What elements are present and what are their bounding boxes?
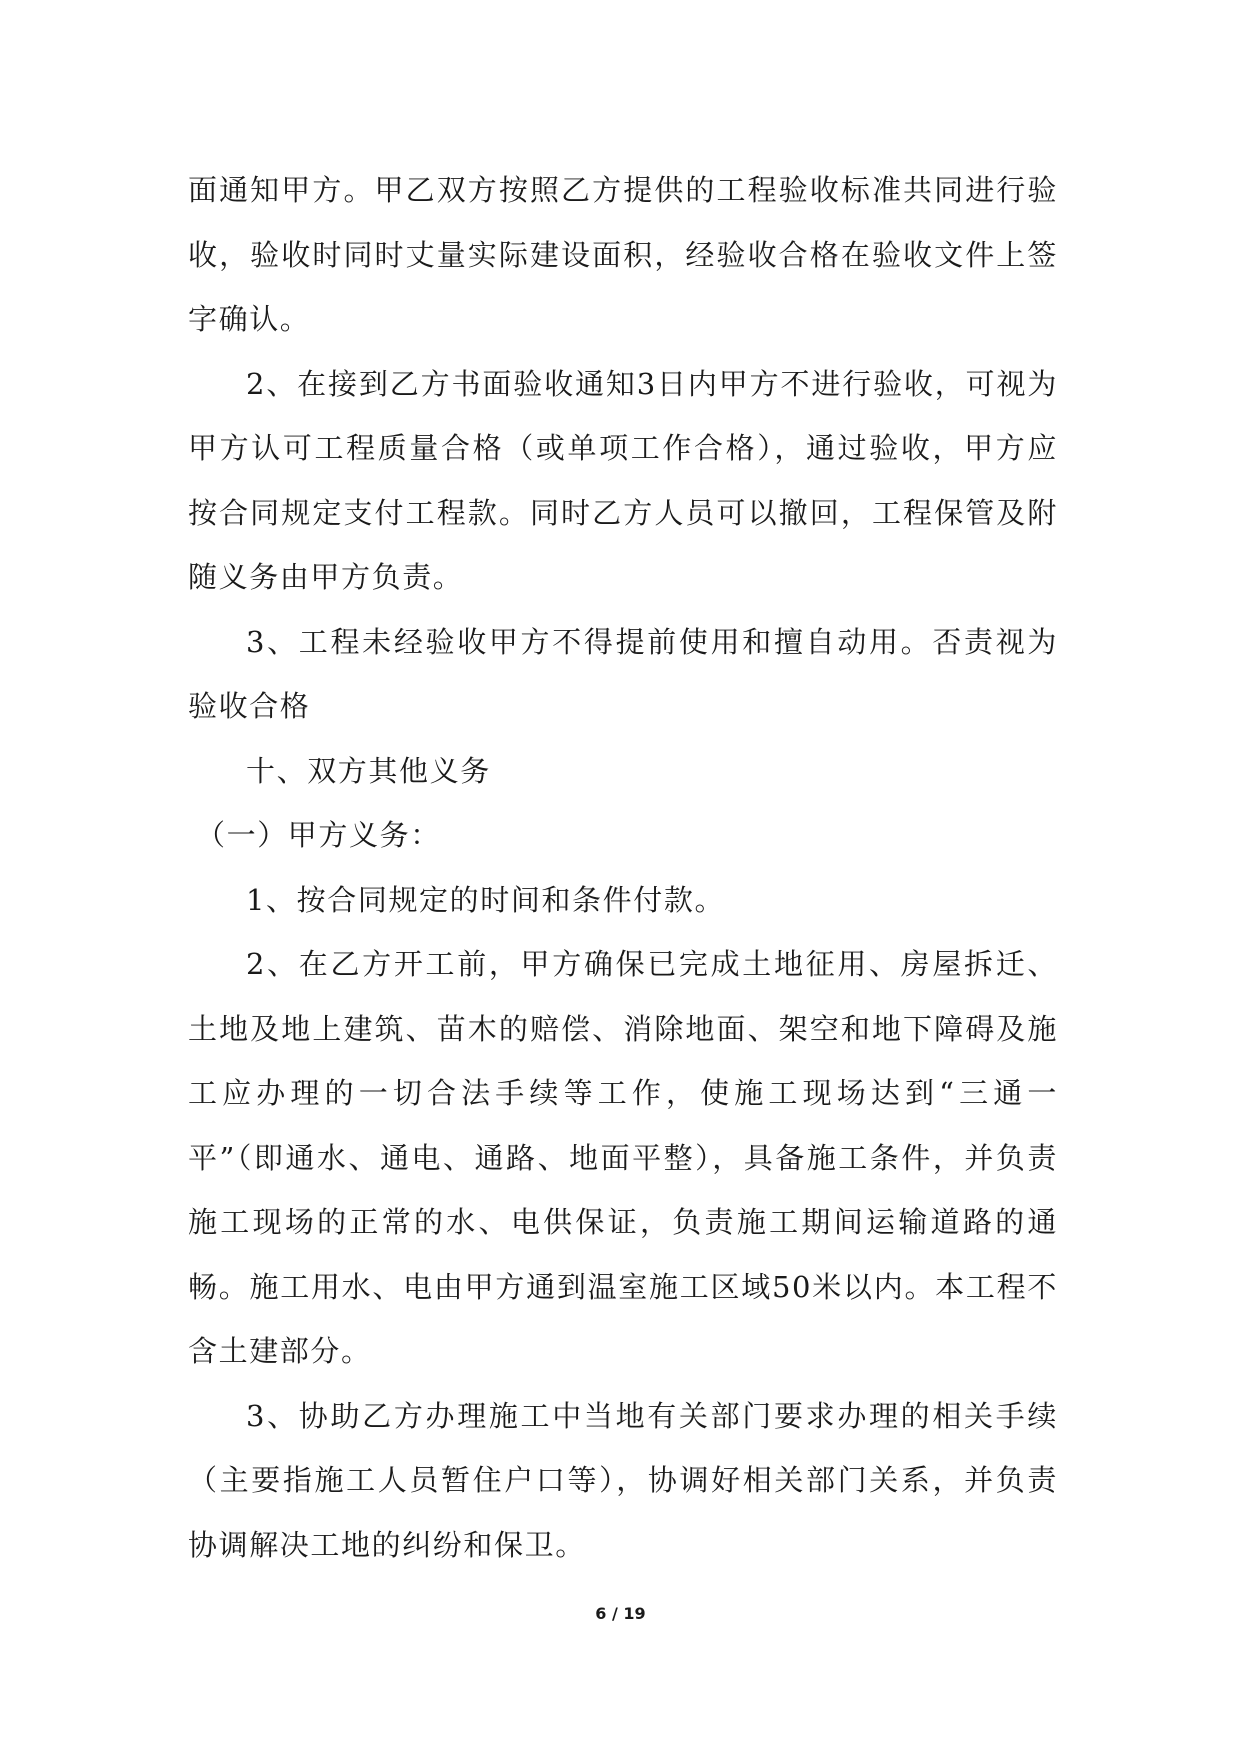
paragraph-clause-3-acceptance: 3、工程未经验收甲方不得提前使用和擅自动用。否责视为验收合格 — [188, 624, 1058, 723]
section-heading-other-obligations: 十、双方其他义务 — [246, 753, 491, 788]
paragraph-clause-2-acceptance: 2、在接到乙方书面验收通知3日内甲方不进行验收，可视为甲方认可工程质量合格（或单项工作合格），通过验收，甲方应按合同规定支付工程款。同时乙方人员可以撤回，工程保管及附随义务由甲方负责。 — [188, 366, 1058, 594]
paragraph-obligation-1: 1、按合同规定的时间和条件付款。 — [246, 882, 726, 917]
paragraph-obligation-3: 3、协助乙方办理施工中当地有关部门要求办理的相关手续（主要指施工人员暂住户口等），协调好相关部门关系，并负责协调解决工地的纠纷和保卫。 — [188, 1398, 1058, 1562]
page-number: 6 / 19 — [595, 1604, 646, 1623]
document-body — [188, 158, 1058, 1577]
paragraph-acceptance-notice: 面通知甲方。甲乙双方按照乙方提供的工程验收标准共同进行验收，验收时同时丈量实际建设面积，经验收合格在验收文件上签字确认。 — [188, 173, 1058, 336]
paragraph-obligation-2: 2、在乙方开工前，甲方确保已完成土地征用、房屋拆迁、土地及地上建筑、苗木的赔偿、消除地面、架空和地下障碍及施工应办理的一切合法手续等工作，使施工现场达到“三通一平”（即通水、通电、通路、地面平整），具备施工条件，并负责施工现场的正常的水、电供保证，负责施工期间运输道路的通畅。施工用水、电由甲方通到温室施工区域50米以内。本工程不含土建部分。 — [188, 947, 1058, 1368]
subsection-heading-party-a-obligations: （一）甲方义务： — [196, 818, 441, 852]
